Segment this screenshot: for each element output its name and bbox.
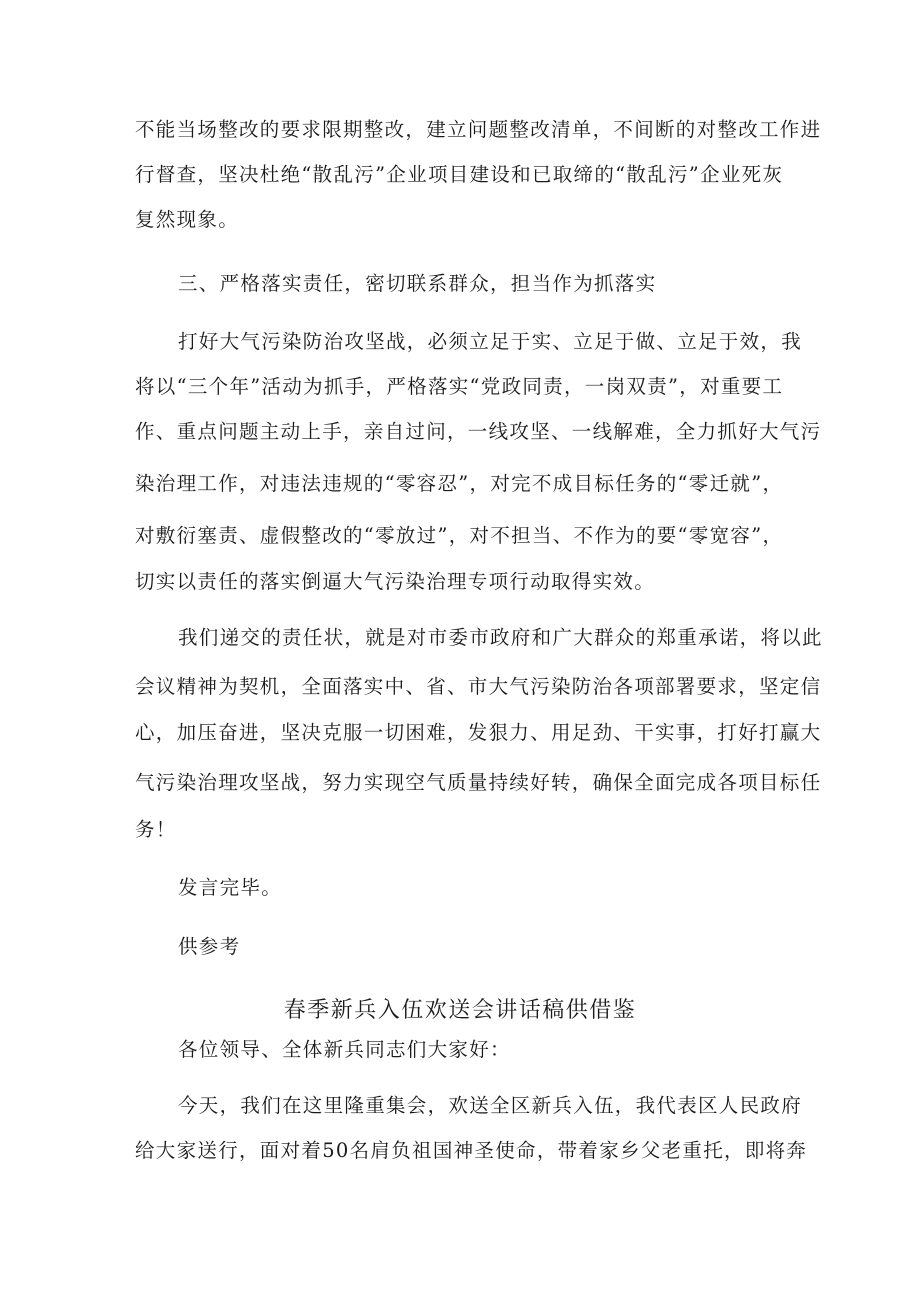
closing-text: 发言完毕。 (178, 876, 283, 899)
text-line: 心，加压奋进，坚决克服一切困难，发狠力、用足劲、干实事，打好打赢大 (135, 721, 822, 744)
text-line: 今天，我们在这里隆重集会，欢送全区新兵入伍，我代表区人民政府 (178, 1094, 803, 1117)
salutation: 各位领导、全体新兵同志们大家好： (178, 1038, 511, 1061)
text-line: 我们递交的责任状，就是对市委市政府和广大群众的郑重承诺，将以此 (178, 626, 823, 649)
text-line: 复然现象。 (135, 208, 240, 231)
text-line: 对敷衍塞责、虚假整改的“零放过”，对不担当、不作为的要“零宽容”， (135, 524, 784, 547)
text-line: 切实以责任的落实倒逼大气污染治理专项行动取得实效。 (135, 570, 656, 593)
reference-note: 供参考 (178, 935, 241, 958)
text-line: 染治理工作，对违法违规的“零容忍”，对完不成目标任务的“零迁就”， (135, 472, 784, 495)
text-line: 会议精神为契机，全面落实中、省、市大气污染防治各项部署要求，坚定信 (135, 675, 822, 698)
section-heading: 三、严格落实责任，密切联系群众，担当作为抓落实 (178, 272, 657, 295)
text-line: 行督查，坚决杜绝“散乱污”企业项目建设和已取缔的“散乱污”企业死灰 (135, 163, 784, 186)
text-line: 不能当场整改的要求限期整改，建立问题整改清单，不间断的对整改工作进 (135, 118, 822, 141)
text-line: 作、重点问题主动上手，亲自过问，一线攻坚、一线解难，全力抓好大气污 (135, 420, 822, 443)
text-line: 务！ (135, 818, 177, 841)
text-line: 给大家送行，面对着50名肩负祖国神圣使命，带着家乡父老重托，即将奔 (135, 1139, 808, 1162)
text-line: 将以“三个年”活动为抓手，严格落实“党政同责，一岗双责”，对重要工 (135, 375, 784, 398)
speech-title: 春季新兵入伍欢送会讲话稿供借鉴 (283, 998, 637, 1023)
text-line: 打好大气污染防治攻坚战，必须立足于实、立足于做、立足于效，我 (178, 330, 803, 353)
text-line: 气污染治理攻坚战，努力实现空气质量持续好转，确保全面完成各项目标任 (135, 771, 822, 794)
